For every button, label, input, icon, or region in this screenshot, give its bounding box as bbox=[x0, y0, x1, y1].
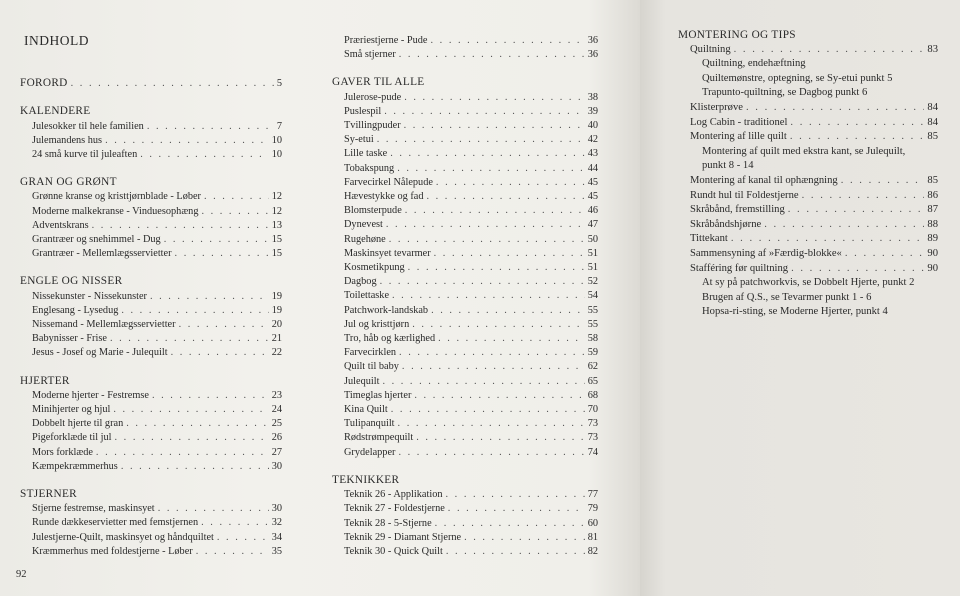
entry-page: 40 bbox=[587, 120, 598, 132]
entry-page: 19 bbox=[271, 304, 282, 316]
entry-page: 74 bbox=[587, 446, 598, 458]
entry-page: 84 bbox=[927, 116, 938, 128]
entry-label: Babynisser - Frise bbox=[32, 333, 107, 345]
entry-page: 55 bbox=[587, 304, 598, 316]
section-heading: MONTERING OG TIPS bbox=[678, 29, 796, 41]
toc-entry bbox=[678, 43, 938, 58]
entry-label: Toilettaske bbox=[344, 290, 390, 302]
toc-entry bbox=[332, 233, 598, 247]
toc-entry bbox=[678, 101, 938, 116]
toc-entry bbox=[20, 446, 282, 460]
sub-entries bbox=[678, 145, 938, 174]
toc-entry bbox=[678, 218, 938, 233]
entry-label: Jesus - Josef og Marie - Julequilt bbox=[32, 347, 168, 359]
toc-entry bbox=[678, 232, 938, 247]
toc-entry bbox=[678, 203, 938, 218]
toc-entry bbox=[20, 346, 282, 360]
entry-page: 23 bbox=[271, 389, 282, 401]
entry-page: 12 bbox=[271, 205, 282, 217]
entry-label: Adventskrans bbox=[32, 219, 89, 231]
entry-page: 38 bbox=[587, 91, 598, 103]
entry-page: 12 bbox=[271, 191, 282, 203]
section-heading: GRAN OG GRØNT bbox=[20, 176, 117, 189]
entry-page: 5 bbox=[276, 78, 282, 90]
toc-entry-forord bbox=[20, 76, 282, 91]
entry-label: Tittekant bbox=[690, 233, 728, 245]
entry-page: 51 bbox=[587, 262, 598, 274]
sub-entry: Brugen af Q.S., se Tevarmer punkt 1 - 6 bbox=[702, 291, 872, 303]
toc-entry bbox=[332, 275, 598, 289]
entry-page: 73 bbox=[587, 432, 598, 444]
entry-page: 13 bbox=[271, 219, 282, 231]
toc-entry bbox=[20, 531, 282, 545]
page-number: 92 bbox=[16, 569, 27, 580]
toc-entry bbox=[332, 162, 598, 176]
entry-label: Patchwork-landskab bbox=[344, 304, 429, 316]
toc-entry bbox=[678, 116, 938, 131]
toc-entry bbox=[332, 147, 598, 161]
toc-entry bbox=[20, 290, 282, 304]
entry-label: FORORD bbox=[20, 77, 68, 90]
sub-entry: punkt 8 - 14 bbox=[702, 160, 754, 172]
entry-page: 26 bbox=[271, 432, 282, 444]
entry-page: 10 bbox=[271, 134, 282, 146]
entry-label: Skråbåndshjørne bbox=[690, 218, 762, 230]
section-heading: KALENDERE bbox=[20, 105, 91, 118]
entry-label: Log Cabin - traditionel bbox=[690, 116, 788, 128]
sub-entries bbox=[678, 57, 938, 101]
entry-label: Tvillingpuder bbox=[344, 120, 401, 132]
toc-entry bbox=[20, 417, 282, 431]
section-heading: STJERNER bbox=[20, 488, 78, 501]
entry-page: 15 bbox=[271, 248, 282, 260]
entry-page: 15 bbox=[271, 234, 282, 246]
sub-entry: Trapunto-quiltning, se Dagbog punkt 6 bbox=[702, 87, 868, 99]
toc-entry bbox=[332, 531, 598, 545]
entry-label: Minihjerter og hjul bbox=[32, 404, 111, 416]
entry-label: Sammensyning af »Færdig-blokke« bbox=[690, 247, 842, 259]
entry-page: 85 bbox=[927, 174, 938, 186]
toc-entry bbox=[20, 431, 282, 445]
sub-entry: Montering af quilt med ekstra kant, se Julequilt, bbox=[702, 145, 906, 157]
entry-label: Timeglas hjerter bbox=[344, 389, 412, 401]
toc-entry bbox=[332, 417, 598, 431]
entry-page: 85 bbox=[927, 131, 938, 143]
section-heading: GAVER TIL ALLE bbox=[332, 76, 425, 89]
entry-page: 30 bbox=[271, 460, 282, 472]
entry-label: Teknik 27 - Foldestjerne bbox=[344, 503, 445, 515]
toc-entry bbox=[20, 332, 282, 346]
toc-entry bbox=[20, 205, 282, 219]
entry-label: Grydelapper bbox=[344, 446, 396, 458]
toc-entry bbox=[20, 304, 282, 318]
entry-label: Julesokker til hele familien bbox=[32, 120, 144, 132]
section-heading: ENGLE OG NISSER bbox=[20, 275, 123, 288]
entry-label: Tulipanquilt bbox=[344, 418, 395, 430]
toc-entry bbox=[20, 134, 282, 148]
entry-page: 22 bbox=[271, 347, 282, 359]
entry-label: Tobakspung bbox=[344, 162, 395, 174]
entry-label: Små stjerner bbox=[344, 49, 396, 61]
toc-entry bbox=[332, 346, 598, 360]
toc-entry bbox=[20, 403, 282, 417]
entry-page: 25 bbox=[271, 418, 282, 430]
entry-label: Blomsterpude bbox=[344, 205, 402, 217]
entry-label: Julequilt bbox=[344, 375, 380, 387]
entry-page: 46 bbox=[587, 205, 598, 217]
entry-label: Hævestykke og fad bbox=[344, 191, 424, 203]
toc-entry bbox=[332, 502, 598, 516]
toc-sections bbox=[332, 75, 598, 559]
entry-page: 50 bbox=[587, 233, 598, 245]
toc-entry bbox=[332, 304, 598, 318]
toc-entry bbox=[20, 318, 282, 332]
section-heading: HJERTER bbox=[20, 374, 70, 387]
entry-page: 42 bbox=[587, 134, 598, 146]
toc-title: INDHOLD bbox=[24, 33, 89, 48]
entry-label: 24 små kurve til juleaften bbox=[32, 149, 138, 161]
entry-page: 82 bbox=[587, 545, 598, 557]
toc-entry bbox=[332, 517, 598, 531]
entry-label: Rundt hul til Foldestjerne bbox=[690, 189, 799, 201]
toc-entry bbox=[332, 389, 598, 403]
entry-page: 47 bbox=[587, 219, 598, 231]
toc-continued-items bbox=[332, 34, 598, 62]
entry-label: Mors forklæde bbox=[32, 446, 93, 458]
entry-page: 24 bbox=[271, 404, 282, 416]
toc-entry bbox=[332, 133, 598, 147]
entry-page: 34 bbox=[271, 531, 282, 543]
entry-label: Kæmpekræmmerhus bbox=[32, 460, 118, 472]
entry-page: 54 bbox=[587, 290, 598, 302]
entry-page: 59 bbox=[587, 347, 598, 359]
entry-label: Kræmmerhus med foldestjerne - Løber bbox=[32, 545, 193, 557]
entry-label: Moderne hjerter - Festremse bbox=[32, 389, 149, 401]
entry-page: 90 bbox=[927, 247, 938, 259]
sub-entries bbox=[678, 276, 938, 320]
entry-label: Kina Quilt bbox=[344, 404, 388, 416]
toc-entry bbox=[20, 190, 282, 204]
entry-label: Grantræer - Mellemlægsservietter bbox=[32, 248, 172, 260]
toc-entry bbox=[678, 174, 938, 189]
entry-page: 51 bbox=[587, 247, 598, 259]
entry-page: 89 bbox=[927, 233, 938, 245]
entry-label: Stjerne festremse, maskinsyet bbox=[32, 503, 155, 515]
entry-page: 36 bbox=[587, 35, 598, 46]
entry-page: 87 bbox=[927, 204, 938, 216]
entry-label: Dobbelt hjerte til gran bbox=[32, 418, 124, 430]
toc-entry bbox=[332, 48, 598, 62]
entry-label: Quiltning bbox=[690, 43, 731, 55]
entry-page: 86 bbox=[927, 189, 938, 201]
entry-page: 32 bbox=[271, 517, 282, 529]
entry-page: 88 bbox=[927, 218, 938, 230]
entry-label: Quilt til baby bbox=[344, 361, 399, 373]
entry-label: Puslespil bbox=[344, 105, 382, 117]
toc-entry bbox=[20, 502, 282, 516]
entry-page: 45 bbox=[587, 191, 598, 203]
toc-column-2 bbox=[332, 34, 598, 559]
toc-entries bbox=[678, 174, 938, 276]
toc-entry bbox=[332, 176, 598, 190]
entry-page: 39 bbox=[587, 105, 598, 117]
toc-entry bbox=[332, 332, 598, 346]
entry-page: 58 bbox=[587, 333, 598, 345]
toc-entry bbox=[678, 130, 938, 145]
toc-entry bbox=[332, 488, 598, 502]
toc-entry bbox=[332, 105, 598, 119]
toc-entry bbox=[678, 247, 938, 262]
toc-entry bbox=[20, 148, 282, 162]
entry-page: 43 bbox=[587, 148, 598, 160]
toc-entry bbox=[332, 431, 598, 445]
entry-label: Rødstrømpequilt bbox=[344, 432, 414, 444]
entry-page: 79 bbox=[587, 503, 598, 515]
entry-page: 83 bbox=[927, 43, 938, 55]
toc-entry bbox=[332, 446, 598, 460]
entry-label: Tro, håb og kærlighed bbox=[344, 333, 436, 345]
entry-label: Nissekunster - Nissekunster bbox=[32, 290, 147, 302]
entry-label: Sy-etui bbox=[344, 134, 374, 146]
toc-entry bbox=[20, 545, 282, 559]
toc-entry bbox=[678, 189, 938, 204]
entry-page: 19 bbox=[271, 290, 282, 302]
entry-label: Runde dækkeservietter med femstjernen bbox=[32, 517, 199, 529]
entry-label: Maskinsyet tevarmer bbox=[344, 247, 431, 259]
sub-entry: Quiltning, endehæftning bbox=[702, 58, 806, 70]
entry-label: Grantræer og snehimmel - Dug bbox=[32, 234, 161, 246]
entry-label: Farvecirkel Nålepude bbox=[344, 176, 433, 188]
entry-page: 77 bbox=[587, 489, 598, 501]
entry-page: 62 bbox=[587, 361, 598, 373]
entry-page: 45 bbox=[587, 176, 598, 188]
toc-entry bbox=[332, 218, 598, 232]
toc-entry bbox=[332, 190, 598, 204]
toc-entry bbox=[20, 219, 282, 233]
toc-entry bbox=[20, 389, 282, 403]
toc-entry bbox=[332, 318, 598, 332]
entry-label: Skråbånd, fremstilling bbox=[690, 204, 785, 216]
entry-page: 55 bbox=[587, 318, 598, 330]
toc-entry bbox=[332, 261, 598, 275]
toc-entry bbox=[332, 119, 598, 133]
entry-label: Julemandens hus bbox=[32, 134, 103, 146]
toc-entry bbox=[20, 460, 282, 474]
entry-page: 60 bbox=[587, 517, 598, 529]
entry-label: Pigeforklæde til jul bbox=[32, 432, 112, 444]
toc-entry bbox=[332, 289, 598, 303]
entry-page: 70 bbox=[587, 404, 598, 416]
entry-label: Dynevest bbox=[344, 219, 383, 231]
entry-label: Moderne malkekranse - Vinduesophæng bbox=[32, 205, 199, 217]
entry-page: 90 bbox=[927, 262, 938, 274]
toc-entry bbox=[332, 204, 598, 218]
entry-page: 10 bbox=[271, 149, 282, 161]
entry-label: Teknik 28 - 5-Stjerne bbox=[344, 517, 432, 529]
entry-label: Rugehøne bbox=[344, 233, 386, 245]
entry-label: Lille taske bbox=[344, 148, 388, 160]
toc-entry bbox=[20, 120, 282, 134]
sub-entry: Quiltemønstre, optegning, se Sy-etui punkt 5 bbox=[702, 72, 893, 84]
entry-label: Teknik 30 - Quick Quilt bbox=[344, 545, 443, 557]
sub-entry: At sy på patchworkvis, se Dobbelt Hjerte, punkt 2 bbox=[702, 277, 915, 289]
entry-page: 27 bbox=[271, 446, 282, 458]
entry-label: Kosmetikpung bbox=[344, 262, 405, 274]
entry-label: Nissemand - Mellemlægsservietter bbox=[32, 319, 176, 331]
entry-label: Montering af lille quilt bbox=[690, 131, 787, 143]
sub-entry: Hopsa-ri-sting, se Moderne Hjerter, punkt 4 bbox=[702, 306, 888, 318]
entry-label: Præriestjerne - Pude bbox=[344, 35, 428, 46]
entry-page: 68 bbox=[587, 389, 598, 401]
toc-entry bbox=[20, 233, 282, 247]
toc-column-3 bbox=[678, 28, 938, 320]
entry-label: Jul og kristtjørn bbox=[344, 318, 410, 330]
toc-entries bbox=[678, 101, 938, 145]
toc-sections bbox=[20, 104, 282, 559]
toc-entry bbox=[20, 516, 282, 530]
toc-column-1 bbox=[20, 34, 282, 559]
entry-page: 35 bbox=[271, 545, 282, 557]
entry-label: Farvecirklen bbox=[344, 347, 397, 359]
entry-page: 73 bbox=[587, 418, 598, 430]
entry-label: Teknik 26 - Applikation bbox=[344, 489, 443, 501]
entry-label: Englesang - Lysedug bbox=[32, 304, 119, 316]
toc-entry bbox=[332, 403, 598, 417]
toc-entry bbox=[332, 545, 598, 559]
entry-label: Teknik 29 - Diamant Stjerne bbox=[344, 531, 462, 543]
entry-page: 84 bbox=[927, 101, 938, 113]
toc-entry bbox=[332, 34, 598, 48]
entry-label: Klisterprøve bbox=[690, 101, 743, 113]
toc-entry bbox=[20, 247, 282, 261]
entry-page: 7 bbox=[276, 120, 282, 132]
entry-page: 81 bbox=[587, 531, 598, 543]
toc-entry bbox=[332, 360, 598, 374]
toc-entry bbox=[678, 262, 938, 277]
section-heading: TEKNIKKER bbox=[332, 473, 400, 486]
entry-label: Julerose-pude bbox=[344, 91, 402, 103]
entry-page: 52 bbox=[587, 276, 598, 288]
entry-page: 36 bbox=[587, 49, 598, 61]
entry-page: 44 bbox=[587, 162, 598, 174]
entry-label: Montering af kanal til ophængning bbox=[690, 174, 838, 186]
toc-entry bbox=[332, 91, 598, 105]
entry-page: 21 bbox=[271, 333, 282, 345]
entry-label: Grønne kranse og kristtjørnblade - Løber bbox=[32, 191, 201, 203]
entry-page: 30 bbox=[271, 503, 282, 515]
entry-label: Dagbog bbox=[344, 276, 377, 288]
entry-label: Julestjerne-Quilt, maskinsyet og håndquiltet bbox=[32, 531, 214, 543]
entry-label: Stafféring før quiltning bbox=[690, 262, 789, 274]
toc-entry bbox=[332, 247, 598, 261]
entry-page: 20 bbox=[271, 319, 282, 331]
toc-entry bbox=[332, 375, 598, 389]
entry-page: 65 bbox=[587, 375, 598, 387]
